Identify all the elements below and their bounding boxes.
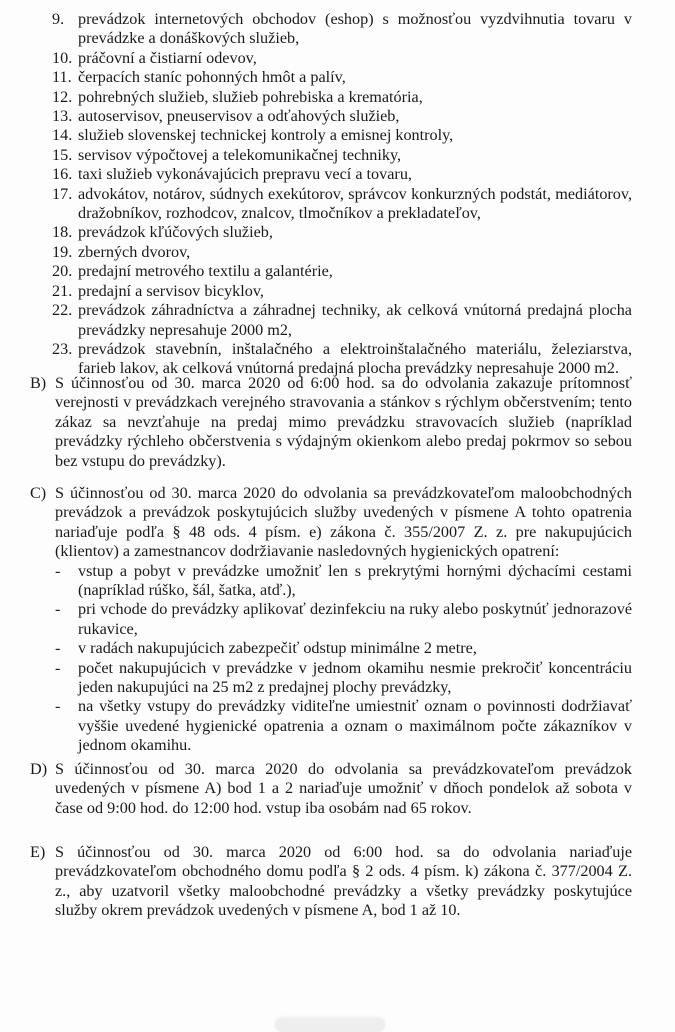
- bullet-text: vstup a pobyt v prevádzke umožniť len s prekrytými hornými dýchacími cestami (napríklad rúško, šál, šatka, atď.),: [78, 561, 632, 600]
- bullet-text: na všetky vstupy do prevádzky viditeľne umiestniť oznam o povinnosti dodržiavať vyššie uvedené hygienické opatrenia a oznam o maximálnom počte zákazníkov v jednom okamihu.: [78, 697, 632, 755]
- list-item: [52, 282, 632, 301]
- list-number: 9.: [52, 10, 65, 28]
- list-item: [52, 301, 632, 340]
- list-number: 16.: [52, 165, 73, 184]
- list-number: 19.: [52, 242, 73, 261]
- list-text: pohrebných služieb, služieb pohrebiska a krematória,: [78, 87, 423, 106]
- list-number: 14.: [52, 126, 73, 145]
- list-text: čerpacích staníc pohonných hmôt a palív,: [78, 68, 346, 87]
- list-text: prevádzok kľúčových služieb,: [78, 223, 273, 242]
- dash-bullet: -: [55, 600, 61, 619]
- list-item: [52, 10, 632, 49]
- list-number: 13.: [52, 107, 73, 126]
- list-number: 17.: [52, 184, 73, 203]
- dash-bullet: -: [55, 658, 61, 677]
- section-b: [30, 374, 632, 471]
- list-number: 15.: [52, 145, 73, 164]
- list-text: prevádzok internetových obchodov (eshop) s možnosťou vyzdvihnutia tovaru v prevádzke a donáškových služieb,: [78, 10, 632, 48]
- list-number: 12.: [52, 87, 73, 106]
- dash-bullet: -: [55, 639, 61, 658]
- list-text: taxi služieb vykonávajúcich prepravu vecí a tovaru,: [78, 165, 412, 184]
- bullet-text: pri vchode do prevádzky aplikovať dezinfekciu na ruky alebo poskytnúť jednorazové rukavice,: [78, 600, 632, 638]
- section-letter: D): [30, 760, 48, 778]
- list-text: zberných dvorov,: [78, 242, 191, 261]
- bullet-list: [55, 562, 632, 756]
- section-letter: B): [30, 374, 47, 392]
- list-item: [52, 262, 632, 281]
- list-text: predajní metrového textilu a galantérie,: [78, 262, 333, 281]
- section-letter: E): [30, 843, 46, 861]
- list-text: predajní a servisov bicyklov,: [78, 281, 264, 300]
- list-text: služieb slovenskej technickej kontroly a emisnej kontroly,: [78, 126, 454, 145]
- list-number: 20.: [52, 262, 73, 281]
- list-item: [52, 340, 632, 379]
- list-text: práčovní a čistiarní odevov,: [78, 48, 257, 67]
- list-text: prevádzok stavebnín, inštalačného a elektroinštalačného materiálu, železiarstva, farieb lakov, ak celková vnútorná predajná plocha prevádzky nepresahuje 2000 m2.: [78, 339, 632, 378]
- numbered-list: [52, 10, 632, 379]
- list-item: [52, 107, 632, 126]
- bullet-item: [55, 697, 632, 755]
- list-text: servisov výpočtovej a telekomunikačnej techniky,: [78, 145, 402, 164]
- bullet-text: v radách nakupujúcich zabezpečiť odstup minimálne 2 metre,: [78, 639, 477, 658]
- section-d: [30, 760, 632, 818]
- section-c: [30, 484, 632, 756]
- list-number: 11.: [52, 68, 72, 87]
- scroll-handle[interactable]: [275, 1018, 385, 1032]
- list-item: [52, 88, 632, 107]
- dash-bullet: -: [55, 697, 61, 716]
- list-item: [52, 49, 632, 68]
- list-item: [52, 185, 632, 224]
- list-item: [52, 126, 632, 145]
- list-number: 23.: [52, 339, 73, 358]
- list-item: [52, 243, 632, 262]
- list-item: [52, 165, 632, 184]
- list-text: advokátov, notárov, súdnych exekútorov, správcov konkurzných podstát, mediátorov, dražobníkov, rozhodcov, znalcov, tlmočníkov a prekladateľov,: [78, 184, 632, 223]
- section-body: [30, 484, 632, 756]
- dash-bullet: -: [55, 561, 61, 580]
- bullet-item: [55, 659, 632, 698]
- bullet-item: [55, 639, 632, 658]
- section-letter: C): [30, 484, 47, 502]
- list-number: 10.: [52, 48, 73, 67]
- list-text: autoservisov, pneuservisov a odťahových služieb,: [78, 107, 400, 126]
- bullet-item: [55, 562, 632, 601]
- bullet-text: počet nakupujúcich v prevádzke v jednom okamihu nesmie prekročiť koncentráciu jeden nakupujúci na 25 m2 z predajnej plochy prevádzky,: [78, 658, 632, 697]
- list-item: [52, 146, 632, 165]
- list-item: [52, 223, 632, 242]
- list-number: 22.: [52, 301, 73, 320]
- section-text: S účinnosťou od 30. marca 2020 do odvolania sa prevádzkovateľom maloobchodných prevádzok a prevádzok poskytujúcich služby uvedených v písmene A tohto opatrenia nariaďuje podľa § 48 ods. 4 písm. e) zákona č. 355/2007 Z. z. pre nakupujúcich (klientov) a zamestnancov dodržiavanie nasledovných hygienických opatrení:: [55, 484, 632, 561]
- section-e: [30, 843, 632, 921]
- bullet-item: [55, 600, 632, 639]
- list-number: 18.: [52, 223, 73, 242]
- list-item: [52, 68, 632, 87]
- list-number: 21.: [52, 281, 73, 300]
- section-text: S účinnosťou od 30. marca 2020 do odvolania sa prevádzkovateľom prevádzok uvedených v písmene A) bod 1 a 2 nariaďuje umožniť v dňoch pondelok až sobota v čase od 9:00 hod. do 12:00 hod. vstup iba osobám nad 65 rokov.: [55, 760, 632, 817]
- section-text: S účinnosťou od 30. marca 2020 od 6:00 hod. sa do odvolania zakazuje prítomnosť verejnosti v prevádzkach verejného stravovania a stánkov s rýchlym občerstvením; tento zákaz sa nevzťahuje na predaj mimo prevádzku stravovacích služieb (napríklad prevádzky rýchleho občerstvenia s výdajným okienkom alebo predaj pokrmov so sebou bez vstupu do prevádzky).: [55, 374, 632, 470]
- section-text: S účinnosťou od 30. marca 2020 od 6:00 hod. sa do odvolania nariaďuje prevádzkovateľom obchodného domu podľa § 2 ods. 4 písm. k) zákona č. 377/2004 Z. z., aby uzatvoril všetky maloobchodné prevádzky a všetky prevádzky poskytujúce služby okrem prevádzok uvedených v písmene A, bod 1 až 10.: [55, 843, 632, 920]
- list-text: prevádzok záhradníctva a záhradnej techniky, ak celková vnútorná predajná plocha prevádzky nepresahuje 2000 m2,: [78, 301, 632, 339]
